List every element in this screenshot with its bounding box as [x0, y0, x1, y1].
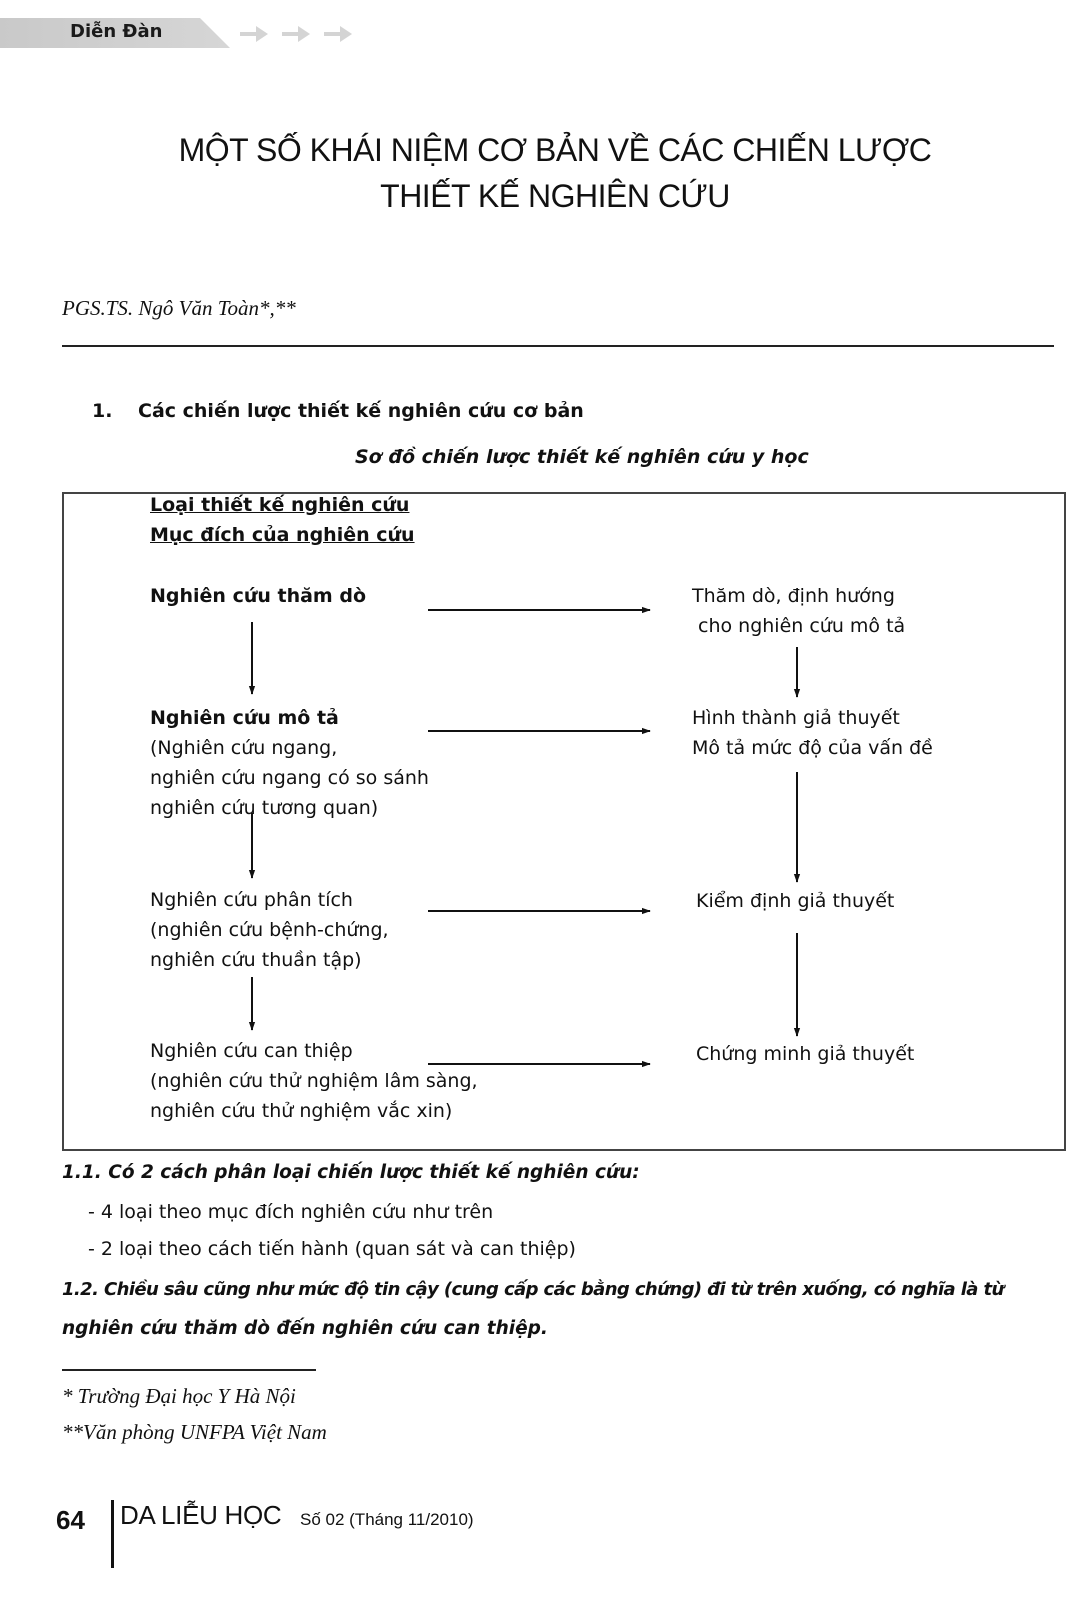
design-interventional-detail: nghiên cứu thử nghiệm vắc xin) [150, 1100, 453, 1122]
issue-info: Số 02 (Tháng 11/2010) [300, 1510, 474, 1529]
author: PGS.TS. Ngô Văn Toàn*,** [62, 296, 296, 320]
author-divider [62, 345, 1054, 347]
purpose-descriptive: Mô tả mức độ của vấn đề [692, 737, 933, 759]
design-exploratory: Nghiên cứu thăm dò [150, 585, 366, 607]
diagram-header-right: Mục đích của nghiên cứu [150, 524, 415, 546]
design-descriptive-detail: nghiên cứu tương quan) [150, 797, 379, 819]
purpose-analytical: Kiểm định giả thuyết [696, 890, 895, 912]
arrow-right-icon [280, 20, 312, 48]
design-analytical: Nghiên cứu phân tích [150, 889, 353, 911]
subsection-1-2-line-2: nghiên cứu thăm dò đến nghiên cứu can thiệp. [62, 1318, 548, 1339]
design-interventional: Nghiên cứu can thiệp [150, 1040, 353, 1062]
purpose-exploratory: Thăm dò, định hướng [692, 585, 895, 607]
subsection-1-2-line-1: 1.2. Chiều sâu cũng như mức độ tin cậy (cung cấp các bằng chứng) đi từ trên xuống, có nghĩa là từ [62, 1279, 1004, 1300]
design-descriptive-detail: nghiên cứu ngang có so sánh [150, 767, 429, 789]
section-label: Diễn Đàn [70, 21, 163, 42]
purpose-descriptive: Hình thành giả thuyết [692, 707, 900, 729]
arrow-right-icon [322, 20, 354, 48]
subsection-1-1-heading: 1.1. Có 2 cách phân loại chiến lược thiết kế nghiên cứu: [62, 1162, 640, 1183]
footnote-divider [62, 1369, 316, 1371]
article-title-line-1: MỘT SỐ KHÁI NIỆM CƠ BẢN VỀ CÁC CHIẾN LƯỢC [178, 132, 932, 168]
section-heading: Các chiến lược thiết kế nghiên cứu cơ bản [138, 400, 584, 422]
footnote-1: * Trường Đại học Y Hà Nội [62, 1384, 296, 1408]
bullet-item: - 4 loại theo mục đích nghiên cứu như trên [88, 1201, 494, 1223]
diagram-caption: Sơ đồ chiến lược thiết kế nghiên cứu y học [355, 446, 809, 468]
footnote-2: **Văn phòng UNFPA Việt Nam [62, 1420, 327, 1444]
design-analytical-detail: nghiên cứu thuần tập) [150, 949, 362, 971]
design-analytical-detail: (nghiên cứu bệnh-chứng, [150, 919, 389, 941]
journal-name: DA LIỄU HỌC [120, 1500, 282, 1530]
bullet-item: - 2 loại theo cách tiến hành (quan sát và can thiệp) [88, 1238, 576, 1260]
footer-divider [111, 1500, 114, 1568]
design-descriptive: Nghiên cứu mô tả [150, 707, 339, 729]
page-number: 64 [56, 1505, 85, 1535]
design-descriptive-detail: (Nghiên cứu ngang, [150, 737, 338, 759]
article-title-line-2: THIẾT KẾ NGHIÊN CỨU [380, 178, 730, 214]
purpose-exploratory: cho nghiên cứu mô tả [698, 615, 906, 637]
arrow-right-icon [238, 20, 270, 48]
design-interventional-detail: (nghiên cứu thử nghiệm lâm sàng, [150, 1070, 478, 1092]
triple-arrow-icon [238, 20, 354, 48]
diagram-header-left: Loại thiết kế nghiên cứu [150, 494, 410, 516]
section-number: 1. [92, 400, 113, 422]
purpose-interventional: Chứng minh giả thuyết [696, 1043, 915, 1065]
